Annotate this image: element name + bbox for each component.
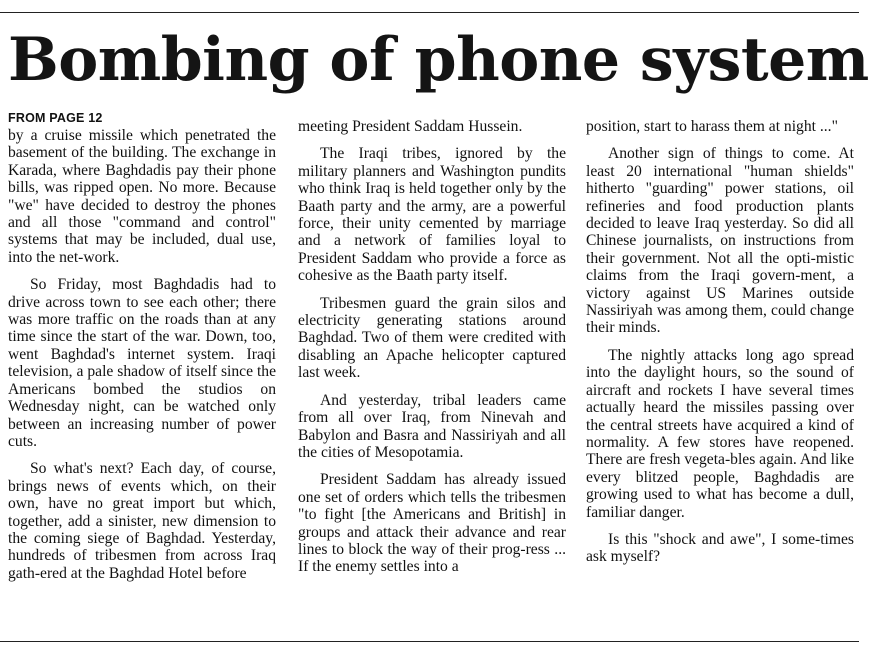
paragraph: Another sign of things to come. At least 20 international "human shields" hitherto "guarding" power stations, oil refineries and food production plants decided to leave Iraq yesterday. So did all Chinese journalists, on instructions from their government. Not all the opti-mistic claims from the Iraqi govern-ment, a victory against US Marines outside Nassiriyah was among them, could change their minds. — [586, 145, 854, 337]
paragraph: The Iraqi tribes, ignored by the military planners and Washington pundits who think Iraq is held together only by the Baath party and the army, are a powerful force, their unity cemented by marriage and a network of families loyal to President Saddam who provide a force as cohesive as the Baath party itself. — [298, 145, 566, 285]
bottom-rule — [0, 641, 859, 642]
paragraph: So what's next? Each day, of course, brings news of events which, on their own, have no great import but which, together, add a sinister, new dimension to the coming siege of Baghdad. Yesterday, hundreds of tribesmen from across Iraq gath-ered at the Baghdad Hotel before — [8, 460, 276, 582]
paragraph: Is this "shock and awe", I some-times ask myself? — [586, 530, 854, 566]
column-2 — [298, 118, 566, 586]
headline: Bombing of phone system — [8, 25, 869, 95]
paragraph: by a cruise missile which penetrated the basement of the building. The exchange in Karada, where Baghdadis pay their phone bills, was ripped open. No more. Because "we" have decided to destroy the phones and all those "command and control" systems that may be included, dual use, into the net-work. — [8, 127, 276, 266]
paragraph: So Friday, most Baghdadis had to drive across town to see each other; there was more traffic on the roads than at any time since the start of the war. Down, too, went Baghdad's internet system. Iraqi television, a pale shadow of itself since the Americans bombed the studios on Wednesday night, can be watched only between an increasing number of power cuts. — [8, 276, 276, 450]
paragraph: Tribesmen guard the grain silos and electricity generating stations around Baghdad. Two of them were credited with disabling an Apache helicopter captured last week. — [298, 294, 566, 382]
paragraph: The nightly attacks long ago spread into the daylight hours, so the sound of aircraft and rockets I have several times actually heard the missiles passing over the central streets have acquired a kind of normality. A few stores have reopened. There are fresh vegeta-bles again. And like every blitzed people, Baghdadis are growing used to what has become a dull, familiar danger. — [586, 346, 855, 521]
kicker: FROM PAGE 12 — [8, 111, 103, 125]
paragraph: And yesterday, tribal leaders came from all over Iraq, from Ninevah and Babylon and Basra and Nassiriyah and all the cities of Mesopotamia. — [298, 391, 566, 461]
paragraph: meeting President Saddam Hussein. — [298, 118, 523, 135]
top-rule — [0, 12, 859, 13]
paragraph: President Saddam has already issued one set of orders which tells the tribesmen "to fight [the Americans and British] in groups and attack their advance and rear lines to block the way of their prog-ress ... If the enemy settles into a — [298, 471, 566, 576]
column-3 — [586, 118, 854, 576]
paragraph: position, start to harass them at night ..." — [586, 118, 838, 135]
column-1 — [8, 110, 276, 592]
